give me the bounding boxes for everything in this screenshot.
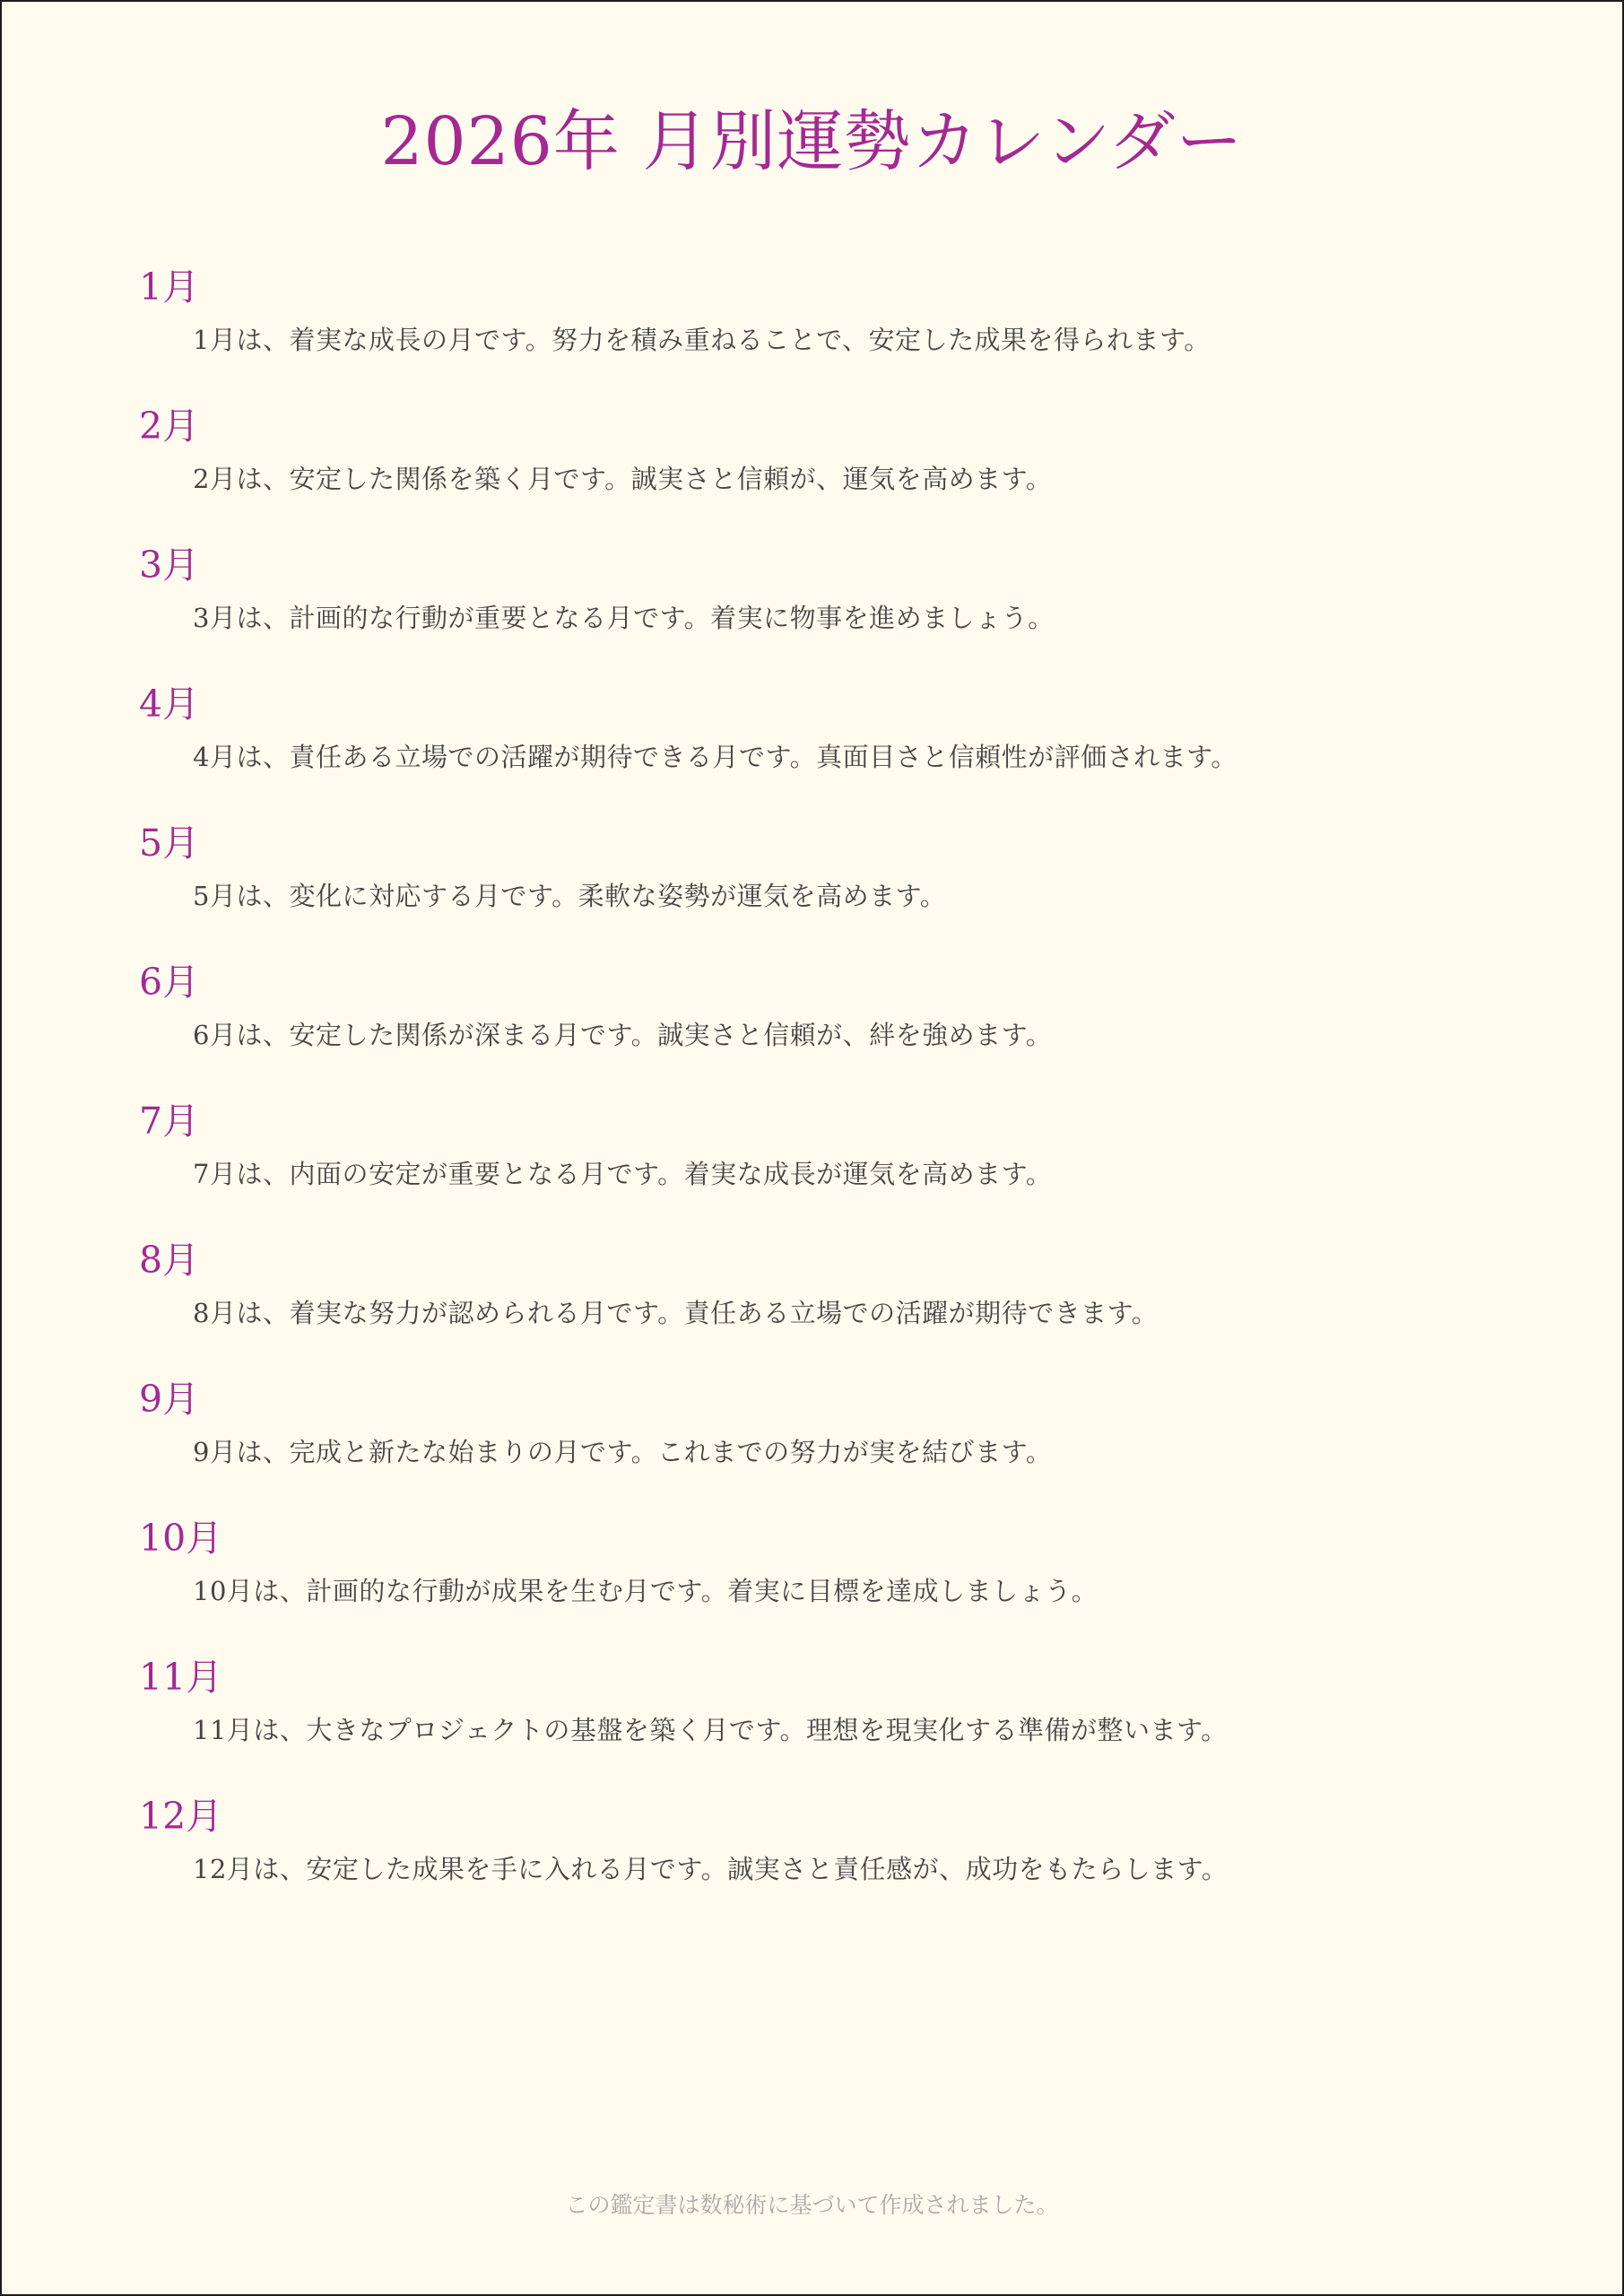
month-description: 9月は、完成と新たな始まりの月です。これまでの努力が実を結びます。: [193, 1437, 1053, 1467]
month-description: 5月は、変化に対応する月です。柔軟な姿勢が運気を高めます。: [193, 881, 947, 911]
month-section-2: [139, 401, 1538, 540]
month-heading: 8月: [139, 1239, 200, 1282]
month-heading: 10月: [139, 1517, 223, 1560]
month-heading: 12月: [139, 1795, 223, 1838]
month-description: 1月は、着実な成長の月です。努力を積み重ねることで、安定した成果を得られます。: [193, 325, 1211, 355]
month-heading: 9月: [139, 1378, 200, 1421]
month-heading: 11月: [139, 1656, 223, 1699]
footer-note: この鑑定書は数秘術に基づいて作成されました。: [565, 2192, 1059, 2218]
month-section-4: [139, 679, 1538, 818]
month-description: 6月は、安定した関係が深まる月です。誠実さと信頼が、絆を強めます。: [193, 1020, 1053, 1050]
month-description: 4月は、責任ある立場での活躍が期待できる月です。真面目さと信頼性が評価されます。: [193, 742, 1238, 772]
month-section-10: [139, 1513, 1538, 1652]
month-section-3: [139, 540, 1538, 679]
month-section-12: [139, 1791, 1538, 1930]
month-section-8: [139, 1235, 1538, 1374]
month-heading: 3月: [139, 544, 200, 587]
month-heading: 5月: [139, 822, 200, 865]
page-title: 2026年 月別運勢カレンダー: [380, 103, 1244, 180]
month-section-6: [139, 957, 1538, 1096]
month-heading: 2月: [139, 404, 200, 448]
month-section-5: [139, 818, 1538, 957]
month-section-1: [139, 262, 1538, 401]
month-description: 12月は、安定した成果を手に入れる月です。誠実さと責任感が、成功をもたらします。: [193, 1854, 1229, 1884]
month-description: 10月は、計画的な行動が成果を生む月です。着実に目標を達成しましょう。: [193, 1576, 1099, 1606]
month-heading: 7月: [139, 1100, 200, 1143]
month-section-11: [139, 1652, 1538, 1791]
month-description: 8月は、着実な努力が認められる月です。責任ある立場での活躍が期待できます。: [193, 1298, 1159, 1328]
month-section-9: [139, 1374, 1538, 1513]
month-heading: 6月: [139, 961, 200, 1004]
month-description: 3月は、計画的な行動が重要となる月です。着実に物事を進めましょう。: [193, 603, 1055, 633]
month-description: 11月は、大きなプロジェクトの基盤を築く月です。理想を現実化する準備が整います。: [193, 1715, 1228, 1745]
month-description: 7月は、内面の安定が重要となる月です。着実な成長が運気を高めます。: [193, 1159, 1053, 1189]
month-section-7: [139, 1096, 1538, 1235]
monthly-fortune-list: [139, 262, 1538, 1930]
month-heading: 1月: [139, 265, 200, 309]
month-description: 2月は、安定した関係を築く月です。誠実さと信頼が、運気を高めます。: [193, 464, 1053, 494]
month-heading: 4月: [139, 683, 200, 726]
